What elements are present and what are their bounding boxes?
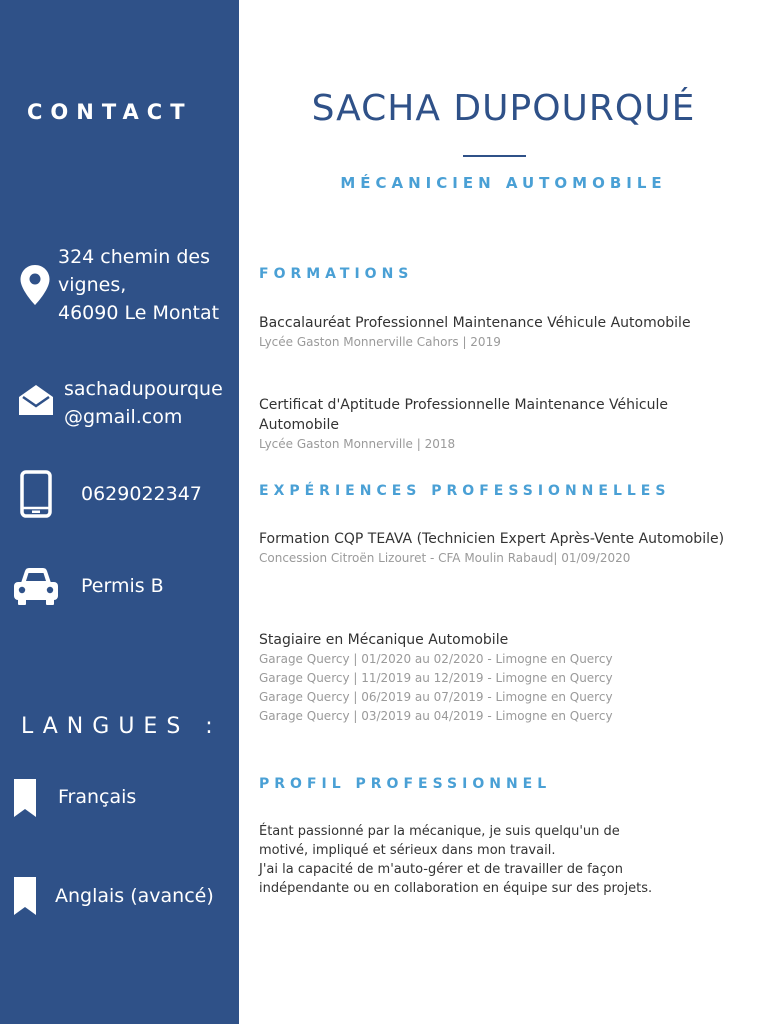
bookmark-icon bbox=[14, 877, 36, 915]
formation-item bbox=[259, 313, 729, 352]
job-title: MÉCANICIEN AUTOMOBILE bbox=[340, 174, 667, 192]
experience-title: Formation CQP TEAVA (Technicien Expert Après-Vente Automobile) bbox=[259, 531, 725, 547]
formations-heading: FORMATIONS bbox=[259, 266, 414, 282]
person-name: SACHA DUPOURQUÉ bbox=[311, 88, 696, 129]
languages-heading: LANGUES : bbox=[21, 714, 222, 739]
profile-line: indépendante ou en collaboration en équipe sur des projets. bbox=[259, 881, 653, 896]
bookmark-icon bbox=[14, 779, 36, 817]
car-icon bbox=[12, 566, 60, 606]
experience-detail: Concession Citroën Lizouret - CFA Moulin Rabaud| 01/09/2020 bbox=[259, 551, 631, 565]
experiences-heading: EXPÉRIENCES PROFESSIONNELLES bbox=[259, 483, 671, 499]
envelope-icon bbox=[18, 384, 54, 416]
profile-line: Étant passionné par la mécanique, je suis quelqu'un de bbox=[259, 824, 620, 839]
formation-detail: Lycée Gaston Monnerville | 2018 bbox=[259, 437, 456, 451]
formation-detail: Lycée Gaston Monnerville Cahors | 2019 bbox=[259, 335, 501, 349]
profile-line: motivé, impliqué et sérieux dans mon travail. bbox=[259, 843, 556, 858]
experience-title: Stagiaire en Mécanique Automobile bbox=[259, 632, 509, 648]
title-divider bbox=[463, 155, 526, 157]
address-line: 324 chemin des bbox=[58, 246, 210, 268]
experience-item bbox=[259, 529, 729, 568]
profile-line: J'ai la capacité de m'auto-gérer et de travailler de façon bbox=[259, 862, 623, 877]
experience-detail: Garage Quercy | 01/2020 au 02/2020 - Limogne en Quercy bbox=[259, 652, 613, 666]
language-item: Français bbox=[58, 786, 137, 808]
contact-heading: CONTACT bbox=[27, 100, 193, 124]
formation-title: Certificat d'Aptitude Professionnelle Maintenance Véhicule Automobile bbox=[259, 397, 668, 433]
formation-item bbox=[259, 395, 729, 454]
profile-heading: PROFIL PROFESSIONNEL bbox=[259, 776, 552, 792]
driving-license: Permis B bbox=[81, 575, 164, 597]
address-line: 46090 Le Montat bbox=[58, 302, 220, 324]
address-line: vignes, bbox=[58, 274, 127, 296]
experience-detail: Garage Quercy | 11/2019 au 12/2019 - Limogne en Quercy bbox=[259, 671, 613, 685]
experience-detail: Garage Quercy | 03/2019 au 04/2019 - Limogne en Quercy bbox=[259, 709, 613, 723]
location-pin-icon bbox=[19, 264, 51, 306]
language-item: Anglais (avancé) bbox=[55, 885, 214, 907]
formation-title: Baccalauréat Professionnel Maintenance Véhicule Automobile bbox=[259, 315, 691, 331]
email-line: sachadupourque bbox=[64, 378, 223, 400]
address bbox=[58, 243, 219, 327]
experience-item bbox=[259, 630, 729, 726]
email[interactable] bbox=[64, 375, 223, 431]
phone-number[interactable]: 0629022347 bbox=[81, 483, 202, 505]
sidebar bbox=[0, 0, 239, 1024]
profile-text bbox=[259, 822, 729, 898]
email-line: @gmail.com bbox=[64, 406, 183, 428]
smartphone-icon bbox=[20, 470, 52, 518]
experience-detail: Garage Quercy | 06/2019 au 07/2019 - Limogne en Quercy bbox=[259, 690, 613, 704]
